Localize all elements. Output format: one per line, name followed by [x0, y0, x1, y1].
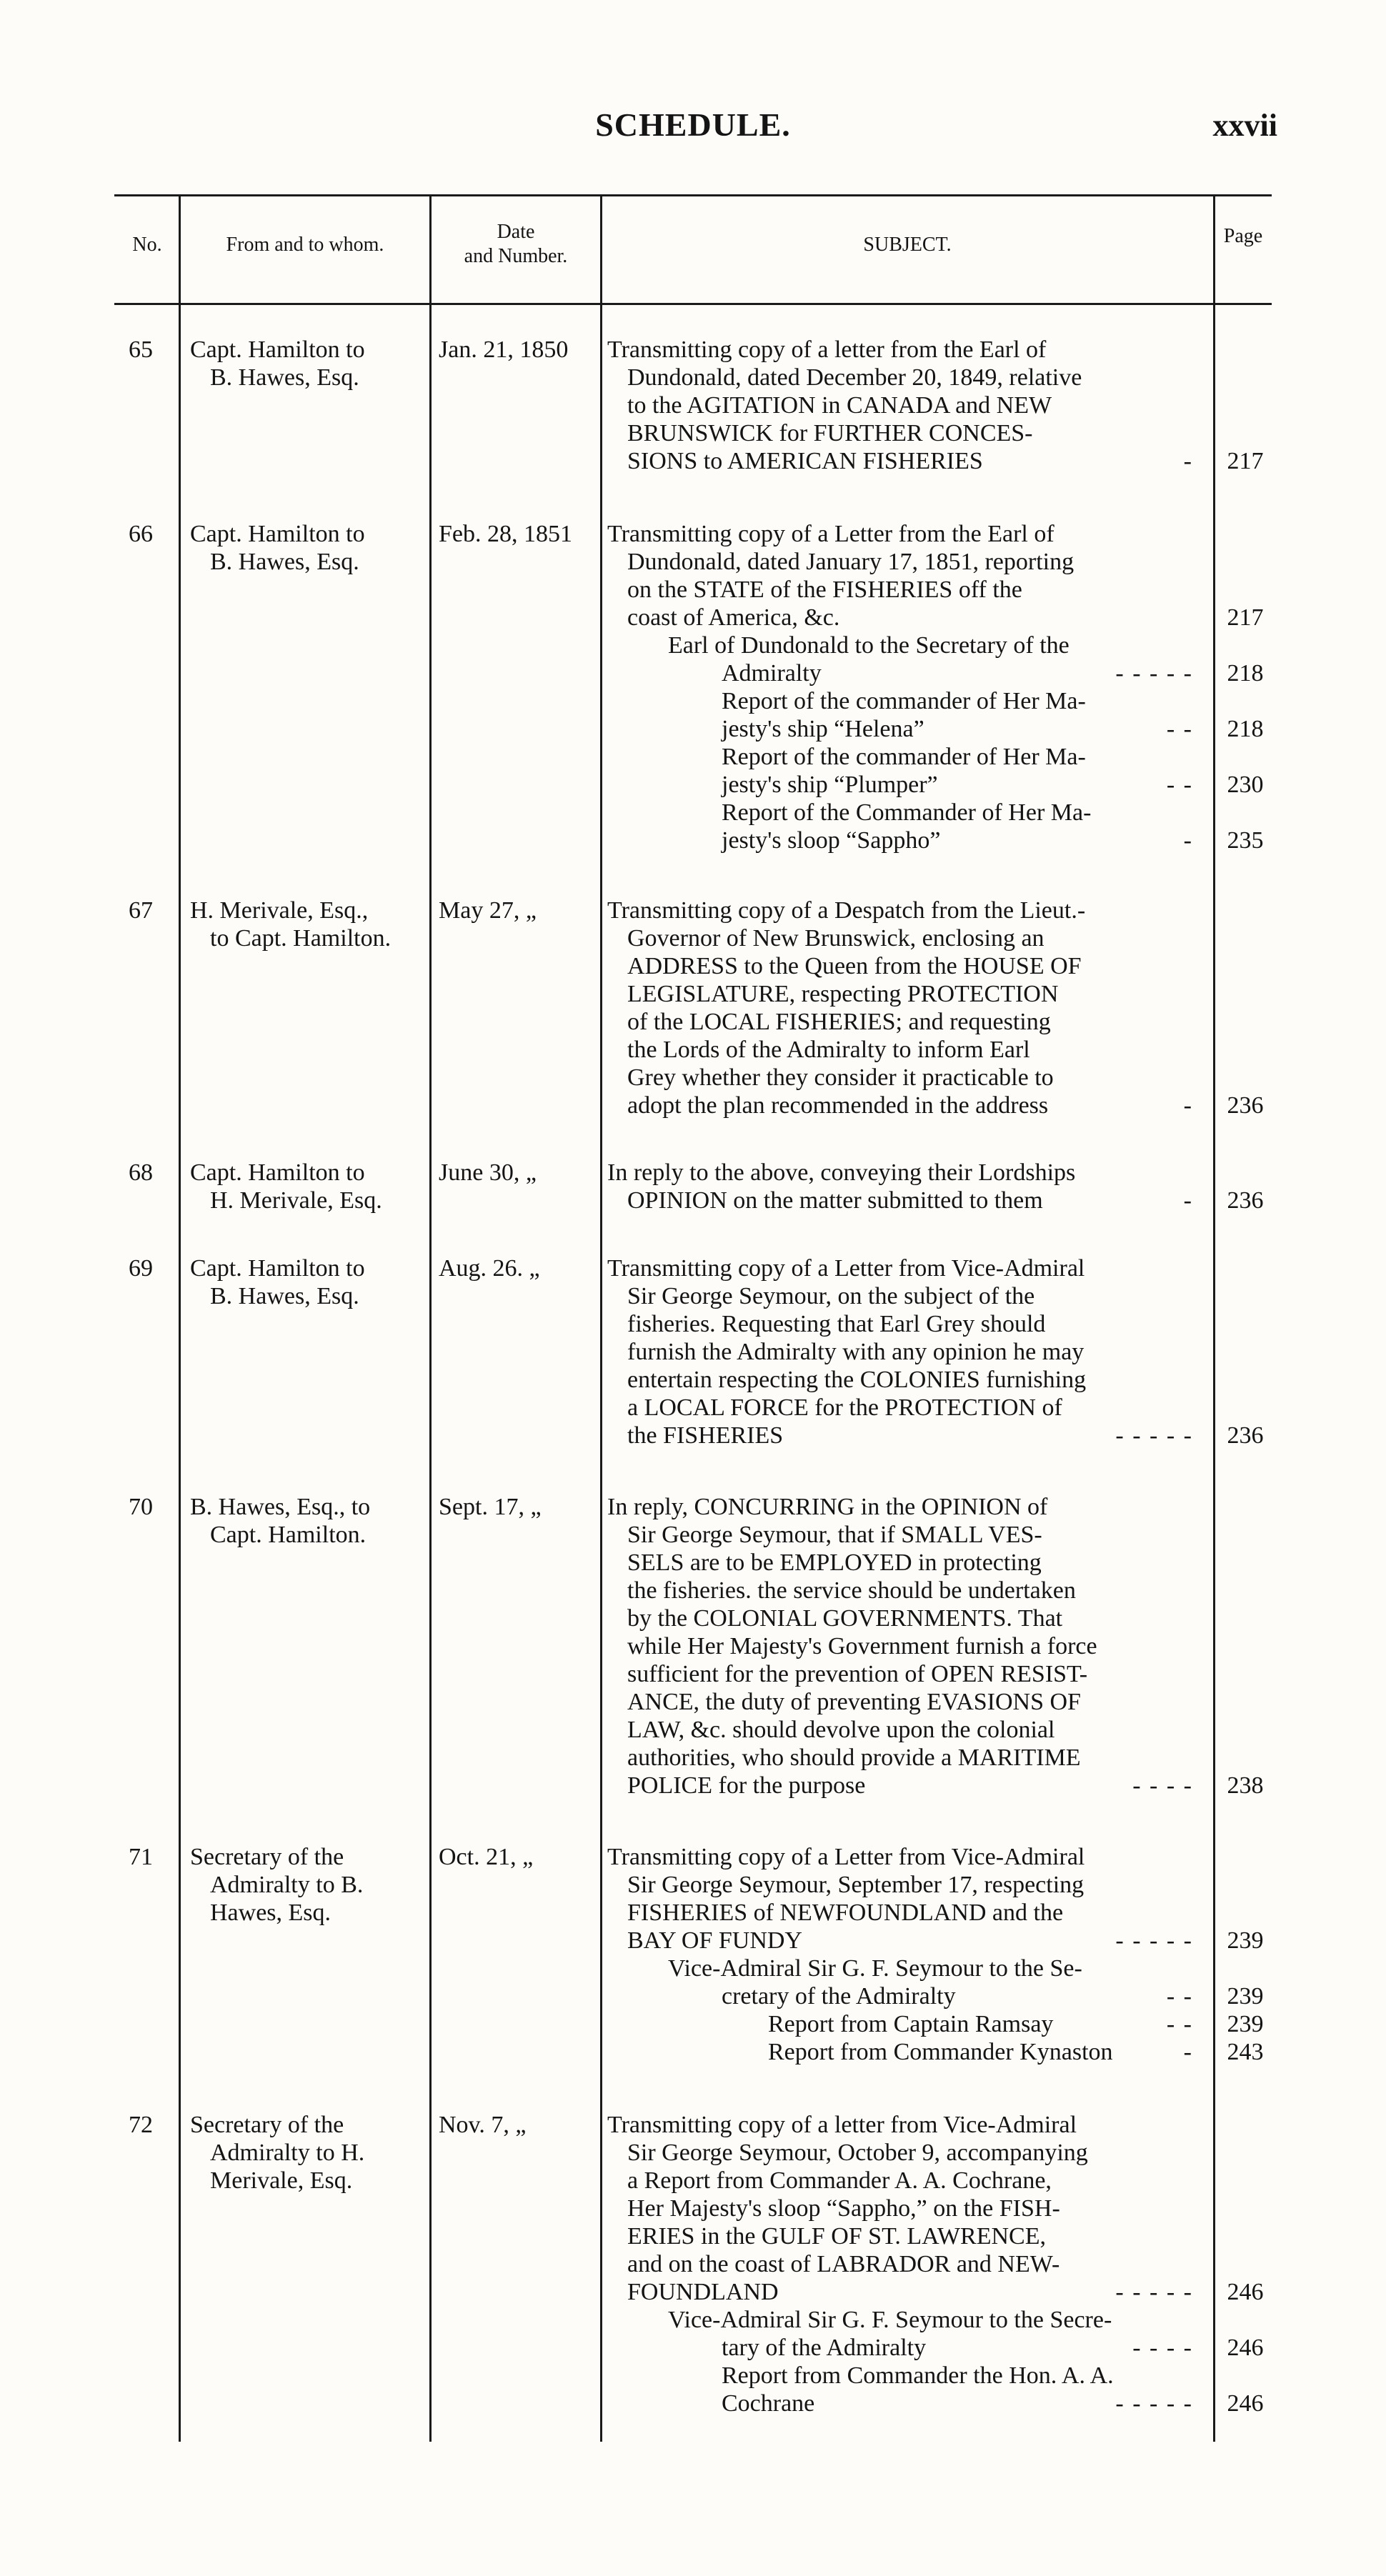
entry-from-to [190, 897, 391, 952]
leader-dashes: - - [1166, 772, 1193, 798]
page-reference: 236 [1227, 1092, 1264, 1119]
subject-text: and on the coast of LABRADOR and NEW- [627, 2251, 1060, 2277]
column-header-subject: SUBJECT. [863, 234, 952, 256]
subject-line [607, 576, 1193, 604]
entry-from-to [190, 1493, 370, 1549]
subject-line [607, 1159, 1193, 1187]
subject-text: OPINION on the matter submitted to them [627, 1187, 1043, 1214]
from-to-line: Capt. Hamilton to [190, 521, 365, 547]
from-to-line: B. Hawes, Esq., to [190, 1494, 371, 1520]
entry-from-to [190, 2111, 364, 2195]
entry-from-to [190, 1254, 365, 1310]
subject-line [607, 924, 1193, 952]
from-to-line: H. Merivale, Esq. [210, 1187, 382, 1214]
entry-subject [607, 520, 1193, 854]
subject-line [607, 1744, 1193, 1772]
subject-text: Her Majesty's sloop “Sappho,” on the FISH- [627, 2195, 1060, 2222]
subject-text: while Her Majesty's Government furnish a force [627, 1633, 1097, 1659]
subject-text: Dundonald, dated January 17, 1851, reporting [627, 549, 1075, 575]
subject-line [607, 1338, 1193, 1366]
top-rule [114, 194, 1272, 196]
leader-dashes: - - [1166, 716, 1193, 742]
subject-line [607, 548, 1193, 576]
entry-subject [607, 897, 1193, 1119]
subject-text: jesty's sloop “Sappho” [722, 827, 941, 854]
from-to-line: Secretary of the [190, 1844, 344, 1870]
subject-line [607, 1036, 1193, 1064]
subject-line [607, 1899, 1193, 1927]
leader-dashes: - - - - - [1115, 1927, 1193, 1954]
page-title: SCHEDULE. [595, 106, 791, 143]
subject-line [607, 2167, 1193, 2195]
subject-line [607, 2111, 1193, 2139]
subject-text: Vice-Admiral Sir G. F. Seymour to the Secre- [668, 2307, 1112, 2333]
subject-text: Report from Captain Ramsay [768, 2011, 1054, 2037]
entry-subject [607, 1493, 1193, 1799]
subject-line [607, 391, 1193, 419]
subject-text: adopt the plan recommended in the address [627, 1092, 1049, 1119]
leader-dashes: - - - - - [1115, 2390, 1193, 2417]
subject-text: fisheries. Requesting that Earl Grey should [627, 1311, 1046, 1337]
leader-dashes: - [1183, 1092, 1193, 1119]
subject-line [607, 604, 1193, 631]
page-reference: 218 [1227, 716, 1264, 742]
subject-line [607, 1688, 1193, 1716]
subject-text: Report of the Commander of Her Ma- [722, 799, 1092, 826]
subject-text: Cochrane [722, 2390, 815, 2417]
subject-line [607, 743, 1193, 771]
subject-line [607, 952, 1193, 980]
entry-subject [607, 1843, 1193, 2066]
column-rule-1 [179, 194, 181, 2442]
page-reference: 218 [1227, 660, 1264, 687]
page-reference: 239 [1227, 2011, 1264, 2037]
subject-text: furnish the Admiralty with any opinion he may [627, 1339, 1085, 1365]
subject-text: LAW, &c. should devolve upon the colonial [627, 1717, 1055, 1743]
from-to-line: B. Hawes, Esq. [210, 364, 359, 391]
subject-text: ANCE, the duty of preventing EVASIONS OF [627, 1689, 1081, 1715]
subject-line [607, 2250, 1193, 2278]
subject-text: cretary of the Admiralty [722, 1983, 956, 2010]
subject-text: Report of the commander of Her Ma- [722, 688, 1086, 714]
subject-line [607, 1871, 1193, 1899]
subject-text: authorities, who should provide a MARITIME [627, 1744, 1081, 1771]
page-reference: 239 [1227, 1983, 1264, 2010]
entry-number: 69 [129, 1255, 153, 1282]
entry-date: Oct. 21, „ [439, 1844, 534, 1870]
subject-line [607, 799, 1193, 827]
subject-line [607, 2362, 1193, 2390]
page-reference: 236 [1227, 1187, 1264, 1214]
subject-line [607, 1843, 1193, 1871]
subject-line [607, 336, 1193, 364]
page-reference: 217 [1227, 448, 1264, 474]
subject-line [607, 2334, 1193, 2362]
subject-text: Sir George Seymour, September 17, respecting [627, 1872, 1085, 1898]
subject-text: Dundonald, dated December 20, 1849, relative [627, 364, 1082, 391]
subject-text: SELS are to be EMPLOYED in protecting [627, 1549, 1042, 1576]
subject-line [607, 659, 1193, 687]
entry-date: Nov. 7, „ [439, 2112, 527, 2138]
subject-text: FOUNDLAND [627, 2279, 779, 2305]
from-to-line: Merivale, Esq. [210, 2167, 353, 2194]
subject-line [607, 1577, 1193, 1604]
page-reference: 239 [1227, 1927, 1264, 1954]
column-rule-2 [429, 194, 432, 2442]
page-reference: 238 [1227, 1772, 1264, 1799]
header-bottom-rule [114, 303, 1272, 305]
leader-dashes: - - - - [1132, 2335, 1193, 2361]
subject-text: Transmitting copy of a Letter from Vice-Admiral [607, 1255, 1085, 1282]
subject-line [607, 2306, 1193, 2334]
subject-line [607, 1394, 1193, 1422]
subject-text: a LOCAL FORCE for the PROTECTION of [627, 1394, 1062, 1421]
subject-line [607, 1521, 1193, 1549]
from-to-line: Admiralty to H. [210, 2140, 365, 2166]
from-to-line: Admiralty to B. [210, 1872, 364, 1898]
column-header-page: Page [1223, 225, 1263, 247]
subject-text: coast of America, &c. [627, 604, 840, 631]
entry-date: Aug. 26. „ [439, 1255, 540, 1282]
subject-text: Grey whether they consider it practicable to [627, 1064, 1054, 1091]
leader-dashes: - [1183, 827, 1193, 854]
column-header-date: Date and Number. [464, 221, 568, 267]
leader-dashes: - [1183, 2039, 1193, 2065]
subject-text: jesty's ship “Helena” [722, 716, 924, 742]
subject-text: Transmitting copy of a Letter from the Earl of [607, 521, 1055, 547]
entry-date: May 27, „ [439, 897, 537, 924]
subject-text: POLICE for the purpose [627, 1772, 866, 1799]
page-reference: 236 [1227, 1422, 1264, 1449]
subject-line [607, 1008, 1193, 1036]
entry-date: Sept. 17, „ [439, 1494, 542, 1520]
subject-text: jesty's ship “Plumper” [722, 772, 938, 798]
subject-line [607, 1772, 1193, 1799]
subject-line [607, 980, 1193, 1008]
subject-text: the fisheries. the service should be undertaken [627, 1577, 1076, 1604]
subject-text: Sir George Seymour, on the subject of the [627, 1283, 1035, 1309]
from-to-line: Capt. Hamilton to [190, 336, 365, 363]
page-number: xxvii [1212, 108, 1277, 143]
subject-text: Sir George Seymour, that if SMALL VES- [627, 1522, 1042, 1548]
subject-text: Sir George Seymour, October 9, accompanying [627, 2140, 1088, 2166]
subject-text: to the AGITATION in CANADA and NEW [627, 392, 1052, 419]
subject-line [607, 2038, 1193, 2066]
subject-text: SIONS to AMERICAN FISHERIES [627, 448, 983, 474]
subject-text: Report from Commander the Hon. A. A. [722, 2362, 1114, 2389]
subject-line [607, 897, 1193, 924]
from-to-line: Capt. Hamilton to [190, 1255, 365, 1282]
subject-line [607, 364, 1193, 391]
entry-from-to [190, 520, 365, 576]
subject-line [607, 631, 1193, 659]
subject-text: Vice-Admiral Sir G. F. Seymour to the Se- [668, 1955, 1082, 1982]
subject-line [607, 1549, 1193, 1577]
subject-line [607, 1604, 1193, 1632]
subject-text: the FISHERIES [627, 1422, 784, 1449]
subject-line [607, 715, 1193, 743]
subject-text: LEGISLATURE, respecting PROTECTION [627, 981, 1059, 1007]
subject-line [607, 2222, 1193, 2250]
leader-dashes: - - [1166, 2011, 1193, 2037]
from-to-line: to Capt. Hamilton. [210, 925, 392, 952]
subject-text: the Lords of the Admiralty to inform Earl [627, 1037, 1030, 1063]
column-rule-4 [1213, 194, 1215, 2442]
subject-text: BAY OF FUNDY [627, 1927, 802, 1954]
subject-line [607, 1187, 1193, 1214]
page-reference: 230 [1227, 772, 1264, 798]
entry-date: Feb. 28, 1851 [439, 521, 572, 547]
entry-subject [607, 2111, 1193, 2417]
subject-line [607, 2010, 1193, 2038]
entry-date: June 30, „ [439, 1159, 537, 1186]
page-reference: 235 [1227, 827, 1264, 854]
page-reference: 243 [1227, 2039, 1264, 2065]
subject-line [607, 419, 1193, 447]
subject-text: Transmitting copy of a letter from the Earl of [607, 336, 1047, 363]
subject-line [607, 1282, 1193, 1310]
entry-from-to [190, 1159, 382, 1214]
subject-text: FISHERIES of NEWFOUNDLAND and the [627, 1899, 1064, 1926]
subject-line [607, 1716, 1193, 1744]
subject-line [607, 1982, 1193, 2010]
entry-number: 70 [129, 1494, 153, 1520]
subject-text: Transmitting copy of a Despatch from the Lieut.- [607, 897, 1086, 924]
page-reference: 246 [1227, 2335, 1264, 2361]
subject-line [607, 2139, 1193, 2167]
subject-line [607, 771, 1193, 799]
subject-line [607, 1660, 1193, 1688]
leader-dashes: - - - - - [1115, 660, 1193, 687]
entry-subject [607, 1159, 1193, 1214]
subject-line [607, 1064, 1193, 1092]
leader-dashes: - - [1166, 1983, 1193, 2010]
subject-line [607, 447, 1193, 475]
subject-line [607, 1422, 1193, 1449]
from-to-line: Capt. Hamilton. [210, 1522, 367, 1548]
page-reference: 217 [1227, 604, 1264, 631]
entry-number: 68 [129, 1159, 153, 1186]
leader-dashes: - - - - [1132, 1772, 1193, 1799]
subject-line [607, 1927, 1193, 1955]
subject-text: ERIES in the GULF OF ST. LAWRENCE, [627, 2223, 1046, 2250]
subject-text: ADDRESS to the Queen from the HOUSE OF [627, 953, 1082, 979]
subject-line [607, 827, 1193, 854]
from-to-line: H. Merivale, Esq., [190, 897, 369, 924]
page-reference: 246 [1227, 2390, 1264, 2417]
entry-number: 65 [129, 336, 153, 363]
leader-dashes: - - - - - [1115, 2279, 1193, 2305]
subject-text: Earl of Dundonald to the Secretary of the [668, 632, 1070, 659]
entry-date: Jan. 21, 1850 [439, 336, 569, 363]
from-to-line: Capt. Hamilton to [190, 1159, 365, 1186]
entry-from-to [190, 336, 365, 391]
subject-text: In reply to the above, conveying their Lordships [607, 1159, 1076, 1186]
subject-line [607, 2390, 1193, 2417]
entry-subject [607, 336, 1193, 475]
subject-line [607, 1366, 1193, 1394]
from-to-line: B. Hawes, Esq. [210, 549, 359, 575]
column-rule-3 [600, 194, 602, 2442]
from-to-line: Secretary of the [190, 2112, 344, 2138]
subject-text: Governor of New Brunswick, enclosing an [627, 925, 1045, 952]
subject-line [607, 1310, 1193, 1338]
subject-line [607, 1493, 1193, 1521]
entry-from-to [190, 1843, 363, 1927]
subject-text: Transmitting copy of a letter from Vice-Admiral [607, 2112, 1077, 2138]
subject-text: In reply, CONCURRING in the OPINION of [607, 1494, 1048, 1520]
leader-dashes: - - - - - [1115, 1422, 1193, 1449]
subject-text: a Report from Commander A. A. Cochrane, [627, 2167, 1052, 2194]
subject-line [607, 520, 1193, 548]
subject-text: by the COLONIAL GOVERNMENTS. That [627, 1605, 1063, 1632]
entry-number: 71 [129, 1844, 153, 1870]
column-header-from-to: From and to whom. [226, 234, 384, 256]
subject-line [607, 1092, 1193, 1119]
column-header-no: No. [132, 234, 162, 256]
entry-subject [607, 1254, 1193, 1449]
subject-text: entertain respecting the COLONIES furnishing [627, 1367, 1087, 1393]
subject-line [607, 1955, 1193, 1982]
subject-text: Report from Commander Kynaston [768, 2039, 1113, 2065]
subject-text: BRUNSWICK for FURTHER CONCES- [627, 420, 1033, 446]
entry-number: 66 [129, 521, 153, 547]
subject-text: Report of the commander of Her Ma- [722, 744, 1086, 770]
from-to-line: Hawes, Esq. [210, 1899, 331, 1926]
subject-line [607, 2195, 1193, 2222]
subject-text: on the STATE of the FISHERIES off the [627, 576, 1022, 603]
subject-text: Transmitting copy of a Letter from Vice-Admiral [607, 1844, 1085, 1870]
subject-text: sufficient for the prevention of OPEN RESIST- [627, 1661, 1088, 1687]
subject-text: of the LOCAL FISHERIES; and requesting [627, 1009, 1051, 1035]
leader-dashes: - [1183, 448, 1193, 474]
subject-line [607, 1632, 1193, 1660]
entry-number: 72 [129, 2112, 153, 2138]
subject-text: tary of the Admiralty [722, 2335, 927, 2361]
subject-line [607, 2278, 1193, 2306]
subject-line [607, 687, 1193, 715]
page-reference: 246 [1227, 2279, 1264, 2305]
from-to-line: B. Hawes, Esq. [210, 1283, 359, 1309]
leader-dashes: - [1183, 1187, 1193, 1214]
entry-number: 67 [129, 897, 153, 924]
subject-line [607, 1254, 1193, 1282]
subject-text: Admiralty [722, 660, 822, 687]
